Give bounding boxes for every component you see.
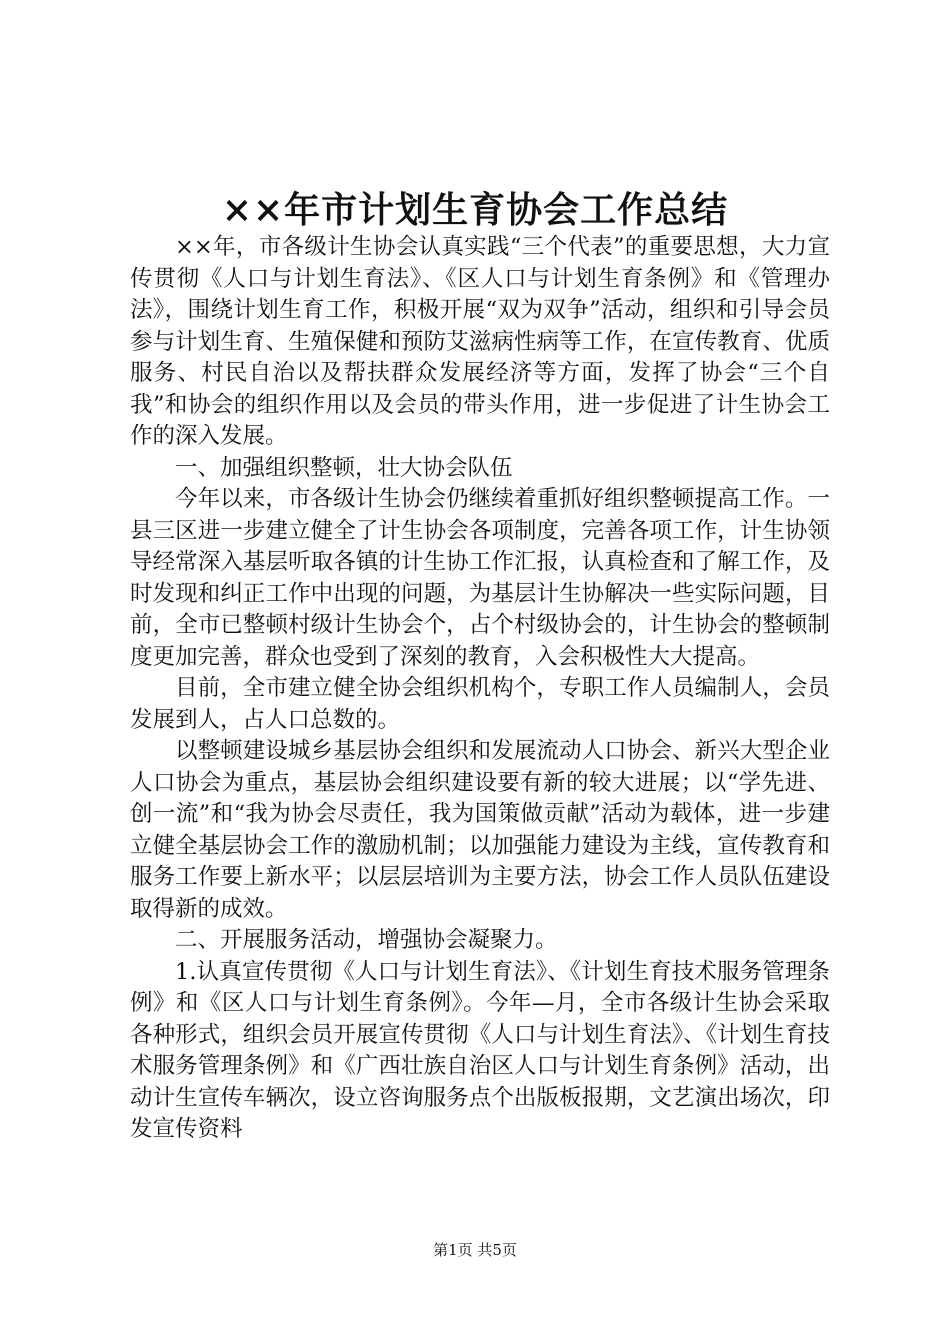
document-title: ××年市计划生育协会工作总结 — [221, 189, 729, 231]
section-heading-1: 一、加强组织整顿，壮大协会队伍 — [175, 454, 513, 481]
document-body — [130, 232, 830, 1146]
paragraph-publicity: 1.认真宣传贯彻《人口与计划生育法》、《计划生育技术服务管理条例》和《区人口与计划生育条例》。今年—月，全市各级计生协会采取各种形式，组织会员开展宣传贯彻《人口与计划生育法》、《计划生育技术服务管理条例》和《广西壮族自治区人口与计划生育条例》活动，出动计生宣传车辆次，设立咨询服务点个出版板报期，文艺演出场次，印发宣传资料 — [130, 958, 830, 1142]
paragraph-organization: 今年以来，市各级计生协会仍继续着重抓好组织整顿提高工作。一县三区进一步建立健全了计生协会各项制度，完善各项工作，计生协领导经常深入基层听取各镇的计生协工作汇报，认真检查和了解工作，及时发现和纠正工作中出现的问题，为基层计生协解决一些实际问题，目前，全市已整顿村级计生协会个，占个村级协会的，计生协会的整顿制度更加完善，群众也受到了深刻的教育，入会积极性大大提高。 — [130, 486, 830, 670]
paragraph-intro: ××年，市各级计生协会认真实践“三个代表”的重要思想，大力宣传贯彻《人口与计划生育法》、《区人口与计划生育条例》和《管理办法》，围绕计划生育工作，积极开展“双为双争”活动，组织和引导会员参与计划生育、生殖保健和预防艾滋病性病等工作，在宣传教育、优质服务、村民自治以及帮扶群众发展经济等方面，发挥了协会“三个自我”和协会的组织作用以及会员的带头作用，进一步促进了计生协会工作的深入发展。 — [130, 234, 830, 449]
paragraph-statistics: 目前，全市建立健全协会组织机构个，专职工作人员编制人，会员发展到人，占人口总数的。 — [130, 675, 830, 733]
page-number-footer: 第1页 共5页 — [433, 1241, 517, 1259]
section-heading-2: 二、开展服务活动，增强协会凝聚力。 — [175, 927, 558, 953]
paragraph-priorities: 以整顿建设城乡基层协会组织和发展流动人口协会、新兴大型企业人口协会为重点，基层协会组织建设要有新的较大进展；以“学先进、创一流”和“我为协会尽责任，我为国策做贡献”活动为载体，进一步建立健全基层协会工作的激励机制；以加强能力建设为主线，宣传教育和服务工作要上新水平；以层层培训为主要方法，协会工作人员队伍建设取得新的成效。 — [130, 738, 830, 922]
